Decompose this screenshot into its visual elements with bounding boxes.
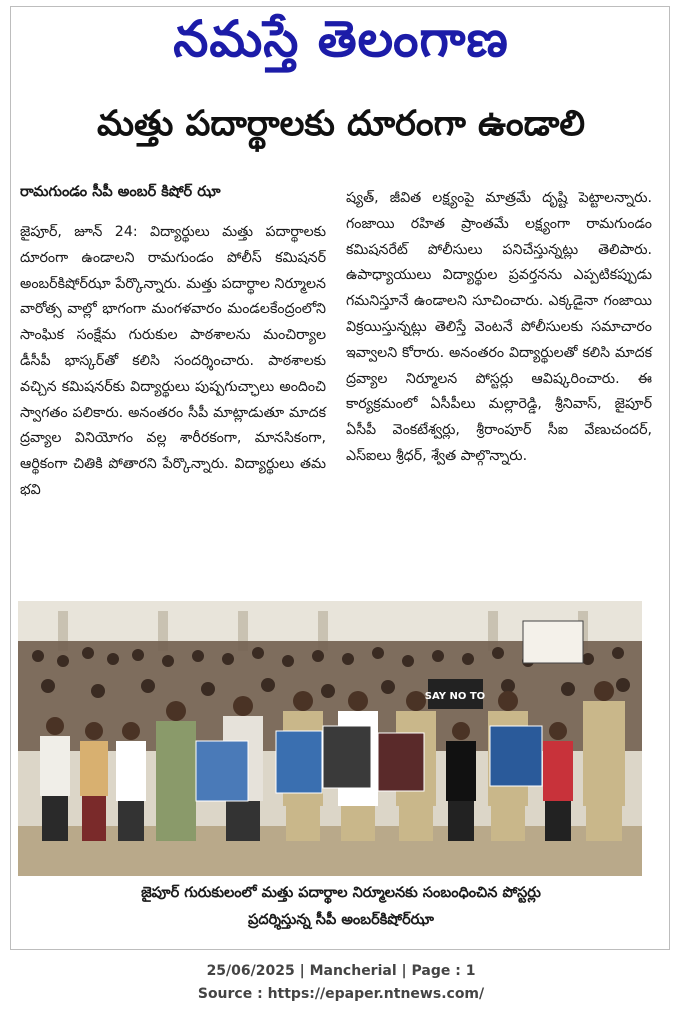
news-photo (18, 601, 642, 876)
photo-poster-top-right (523, 621, 583, 663)
person (583, 681, 625, 841)
photo-poster (323, 726, 371, 788)
article-headline: మత్తు పదార్థాలకు దూరంగా ఉండాలి (96, 104, 586, 144)
photo-caption-line-2: ప్రదర్శిస్తున్న సీపీ అంబర్‌కిషోర్‌ఝా (248, 912, 434, 928)
footer-date-edition: 25/06/2025 | Mancherial | Page : 1 (206, 963, 476, 979)
newspaper-masthead: నమస్తే తెలంగాణ (173, 10, 509, 68)
photo-poster (276, 731, 322, 793)
article-paragraph: జైపూర్, జూన్ 24: విద్యార్థులు మత్తు పదార్థాలకు దూరంగా ఉండాలని రామగుండం పోలీస్ కమిషనర్ అంబర్‌కిషోర్‌ఝా పేర్కొన్నారు. మత్తు పదార్థాల నిర్మూలన వారోత్స వాల్లో భాగంగా మంగళవారం మండలకేంద్రంలోని సాంఘిక సంక్షేమ గురుకుల పాఠశాలను మంచిర్యాల డీసీపీ భాస్కర్‌తో కలిసి సందర్శించారు. పాఠశాలకు వచ్చిన కమిషనర్‌కు విద్యార్థులు పుష్పగుచ్ఛాలు అందించి స్వాగతం పలికారు. అనంతరం సీపీ మాట్లాడుతూ మాదక ద్రవ్యాల వినియోగం వల్ల శారీరకంగా, మానసికంగా, ఆర్థికంగా చితికి పోతారని పేర్కొన్నారు. విద్యార్థులు తమ భవి (20, 224, 326, 498)
photo-caption-line-1: జైపూర్ గురుకులంలో మత్తు పదార్థాల నిర్మూలనకు సంబంధించిన పోస్టర్లు (141, 885, 541, 901)
article-column-left (20, 220, 326, 504)
photo-banner-text: SAY NO TO (424, 691, 486, 702)
person (156, 701, 196, 841)
photo-poster (490, 726, 542, 786)
photo-poster (196, 741, 248, 801)
footer-source: Source : https://epaper.ntnews.com/ (197, 986, 485, 1002)
article-column-right (346, 186, 652, 470)
photo-poster (378, 733, 424, 791)
article-byline: రామగుండం సీపీ అంబర్ కిషోర్ ఝా (20, 184, 221, 200)
article-paragraph: ష్యత్, జీవిత లక్ష్యంపై మాత్రమే దృష్టి పెట్టాలన్నారు. గంజాయి రహిత ప్రాంతమే లక్ష్యంగా రామగుండం కమిషనరేట్ పోలీసులు పనిచేస్తున్నట్లు తెలిపారు. ఉపాధ్యాయులు విద్యార్థుల ప్రవర్తనను ఎప్పటికప్పుడు గమనిస్తూనే ఉండాలని సూచించారు. ఎక్కడైనా గంజాయి విక్రయిస్తున్నట్లు తెలిస్తే వెంటనే పోలీసులకు సమాచారం ఇవ్వాలని కోరారు. అనంతరం విద్యార్థులతో కలిసి మాదక ద్రవ్యాల నిర్మూలన పోస్టర్లు ఆవిష్కరించారు. ఈ కార్యక్రమంలో ఏసీపీలు మల్లారెడ్డి, శ్రీనివాస్, జైపూర్ ఏసీపీ వెంకటేశ్వర్లు, శ్రీరాంపూర్ సీఐ వేణుచందర్, ఎస్ఐలు శ్రీధర్, శ్వేత పాల్గొన్నారు. (346, 190, 652, 464)
